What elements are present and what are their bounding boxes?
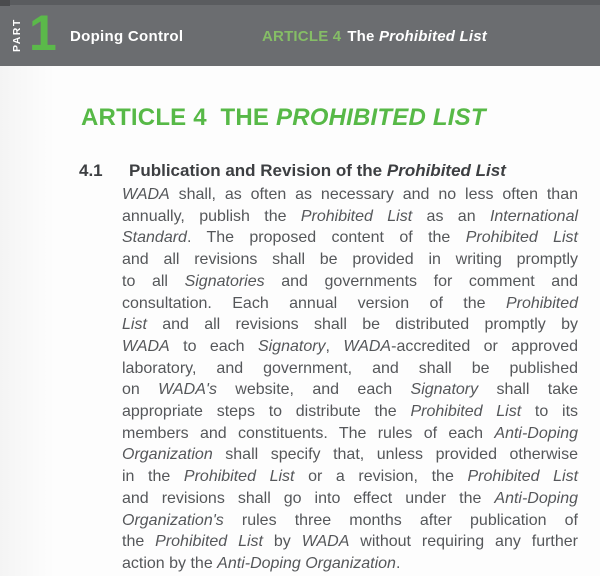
header-article-label: ARTICLE 4 [262,28,342,45]
body-line [122,401,578,423]
text-run: as an [412,207,490,225]
text-run: consultation. Each annual version of the [122,294,506,312]
italic-term: WADA [122,186,170,203]
text-run: in the [122,468,184,486]
italic-term: WADA's [158,381,217,399]
italic-term: Prohibited List [465,229,579,247]
body-line [122,249,578,271]
italic-term: Prohibited List [410,403,522,421]
text-run: annually, publish the [122,207,301,225]
body-line [122,466,578,488]
text-run: shall specify that, unless provided otherwise [212,446,578,464]
text-run: and revisions shall go into effect under the [122,489,495,507]
body-line [122,379,578,401]
body-line [122,184,578,206]
italic-term: Prohibited List [378,28,487,45]
page-left-shading [0,66,55,576]
italic-term: Prohibited List [386,161,506,180]
body-line [122,206,578,228]
text-run: ARTICLE 4 THE [81,104,277,131]
italic-term: Anti-Doping Organization [217,554,396,572]
text-run: the [122,533,156,551]
header-article-title [347,28,487,45]
text-run: by [262,533,302,551]
header-top-strip [0,0,600,5]
text-run: and all revisions shall be distributed promptly by [146,316,578,334]
body-line [122,531,578,553]
italic-term: WADA [301,533,350,551]
text-run: , [325,337,344,355]
italic-term: Organization [122,446,213,464]
body-line [122,227,578,249]
text-run: The [347,28,379,45]
text-run: shall take [478,381,578,399]
text-run: shall, as often as necessary and no less often than [169,186,578,203]
italic-term: List [122,316,147,334]
text-run: action by the [122,554,218,572]
header-article-ref [262,28,487,45]
section-number: 4.1 [79,161,103,180]
body-line [122,293,578,315]
article-title [81,104,486,132]
body-line [122,314,578,336]
header-bar [0,0,600,66]
italic-term: WADA [122,337,170,355]
italic-term: WADA [343,337,392,355]
italic-term: Signatories [184,272,265,290]
italic-term: Standard [122,229,187,247]
italic-term: Prohibited List [300,207,413,225]
italic-term: Organization's [122,511,224,529]
body-line [122,271,578,293]
body-line [122,444,578,466]
part-label: PART [11,18,23,52]
header-corner-mark [0,0,10,6]
italic-term: Signatory [410,381,479,399]
body-line [122,336,578,358]
italic-term: PROHIBITED LIST [276,104,486,131]
text-run: to its [521,403,579,421]
italic-term: Signatory [257,337,326,355]
text-run: and governments for comment and [264,272,579,290]
body-line [122,423,578,445]
italic-term: Prohibited [505,294,578,312]
text-run: on [122,381,159,399]
text-run: to each [169,337,258,355]
text-run: appropriate steps to distribute the [122,403,411,421]
italic-term: Anti-Doping [494,424,578,442]
text-run: rules three months after publication of [223,511,578,529]
text-run: laboratory, and government, and shall be published [122,359,578,377]
text-run: without requiring any further [349,533,578,551]
italic-term: International [489,207,579,225]
body-line [122,553,578,575]
text-run: members and constituents. The rules of each [122,424,495,442]
text-run: and all revisions shall be provided in writing promptly [122,251,578,269]
text-run: -accredited or approved [391,337,578,355]
italic-term: Prohibited List [155,533,263,551]
text-run: . The proposed content of the [186,229,466,247]
italic-term: Prohibited List [183,468,295,486]
part-number: 1 [29,5,57,61]
body-line [122,358,578,380]
italic-term: Anti-Doping [494,489,578,507]
section-heading [129,161,506,181]
header-section-title: Doping Control [70,28,184,45]
text-run: or a revision, the [294,468,468,486]
text-run: website, and each [216,381,411,399]
text-run: Publication and Revision of the [129,161,387,180]
body-line [122,488,578,510]
italic-term: Prohibited List [467,468,579,486]
text-run: to all [122,272,185,290]
article-body [122,184,578,575]
text-run: . [395,554,401,572]
body-line [122,510,578,532]
